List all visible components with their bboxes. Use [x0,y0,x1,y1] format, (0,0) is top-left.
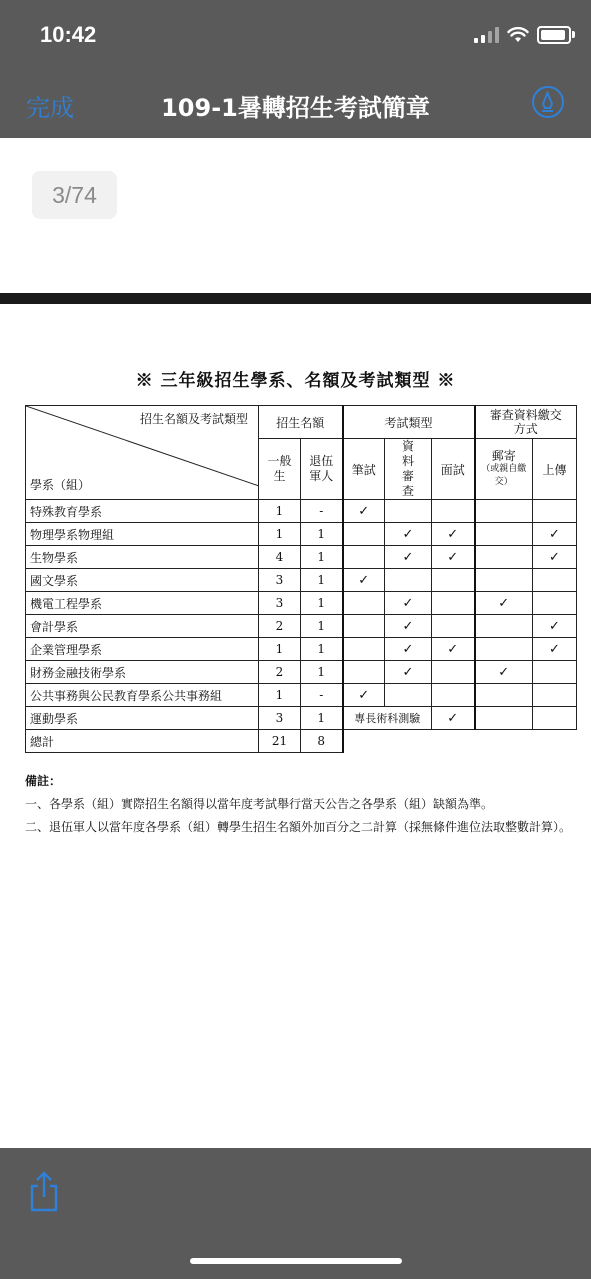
page-divider [0,293,591,304]
table-row [26,569,577,592]
cell-interview [432,500,475,523]
cell-written [343,661,385,684]
document-title: 109-1暑轉招生考試簡章 [161,94,430,122]
note-item-1: 一、各學系（組）實際招生名額得以當年度考試舉行當天公告之各學系（組）缺額為準。 [25,797,494,811]
header-interview: 面試 [432,439,475,500]
table-row [26,500,577,523]
cell-interview [432,615,475,638]
cell-upload: ✓ [533,523,577,546]
cell-interview [432,592,475,615]
cell-interview: ✓ [432,638,475,661]
page-indicator: 3/74 [32,171,117,219]
header-quota-exam-type: 招生名額及考試類型 [139,412,248,426]
cell-veteran: 1 [301,615,343,638]
cell-interview [432,684,475,707]
cell-review: ✓ [385,546,432,569]
cell-written: ✓ [343,500,385,523]
cell-upload [533,661,577,684]
header-mail: 郵寄 （或親自繳交） [475,439,533,500]
cell-dept: 公共事務與公民教育學系公共事務組 [26,684,259,707]
table-header-corner [26,406,259,500]
table-row [26,684,577,707]
cell-general: 2 [259,615,301,638]
cell-veteran: 1 [301,546,343,569]
header-doc-review: 資料審查 [385,439,432,500]
cell-mail: ✓ [475,592,533,615]
table-row [26,523,577,546]
notes-title: 備註： [25,774,62,788]
cell-general: 1 [259,500,301,523]
cell-veteran: 1 [301,638,343,661]
cell-interview: ✓ [432,523,475,546]
cell-interview [432,661,475,684]
cell-upload [533,569,577,592]
cell-general: 1 [259,523,301,546]
cell-veteran: - [301,500,343,523]
cell-dept: 會計學系 [26,615,259,638]
cell-review: ✓ [385,615,432,638]
table-row [26,638,577,661]
cell-mail [475,638,533,661]
cell-veteran: - [301,684,343,707]
cell-review [385,684,432,707]
status-icons [474,24,571,46]
cell-veteran: 1 [301,592,343,615]
cell-mail [475,523,533,546]
cell-written [343,592,385,615]
cell-upload [533,684,577,707]
header-review-method: 審查資料繳交方式 [475,406,577,439]
cell-upload [533,592,577,615]
cell-mail [475,500,533,523]
cell-general: 4 [259,546,301,569]
cell-written [343,523,385,546]
markup-pen-icon[interactable] [532,86,564,118]
cell-upload: ✓ [533,638,577,661]
signal-icon [474,27,499,43]
cell-general: 3 [259,592,301,615]
cell-written: ✓ [343,684,385,707]
share-icon[interactable] [28,1170,60,1212]
cell-upload [533,500,577,523]
cell-review: ✓ [385,523,432,546]
cell-review [385,569,432,592]
cell-review: ✓ [385,592,432,615]
cell-upload: ✓ [533,615,577,638]
header-upload: 上傳 [533,439,577,500]
quota-table [25,405,577,753]
cell-general: 2 [259,661,301,684]
cell-veteran: 1 [301,523,343,546]
table-row-total: 總計 21 8 [26,730,577,753]
cell-written [343,615,385,638]
cell-review: ✓ [385,638,432,661]
cell-review [385,500,432,523]
cell-dept: 物理學系物理組 [26,523,259,546]
table-row [26,661,577,684]
cell-mail [475,569,533,592]
cell-general: 1 [259,638,301,661]
status-time: 10:42 [40,22,97,47]
table-row [26,615,577,638]
table-row [26,592,577,615]
cell-written [343,546,385,569]
cell-dept: 企業管理學系 [26,638,259,661]
table-row [26,546,577,569]
header-department: 學系（組） [30,478,91,492]
top-bar [0,0,591,138]
cell-interview: ✓ [432,546,475,569]
cell-upload: ✓ [533,546,577,569]
cell-review: ✓ [385,661,432,684]
notes-section [25,770,585,839]
cell-general: 3 [259,569,301,592]
home-indicator [190,1258,402,1264]
header-general: 一般生 [259,439,301,500]
section-heading: ※ 三年級招生學系、名額及考試類型 ※ [135,371,456,391]
cell-dept: 國文學系 [26,569,259,592]
cell-dept: 財務金融技術學系 [26,661,259,684]
header-exam-type: 考試類型 [343,406,475,439]
header-veteran: 退伍軍人 [301,439,343,500]
cell-general: 1 [259,684,301,707]
cell-dept: 特殊教育學系 [26,500,259,523]
cell-veteran: 1 [301,661,343,684]
cell-veteran: 1 [301,569,343,592]
cell-mail [475,684,533,707]
header-quota: 招生名額 [259,406,343,439]
battery-icon [537,26,571,44]
cell-mail [475,546,533,569]
cell-dept: 機電工程學系 [26,592,259,615]
cell-mail: ✓ [475,661,533,684]
note-item-2: 二、退伍軍人以當年度各學系（組）轉學生招生名額外加百分之二計算（採無條件進位法取整數計算）。 [25,820,572,834]
cell-interview [432,569,475,592]
cell-mail [475,615,533,638]
done-button[interactable]: 完成 [26,94,74,122]
cell-written: ✓ [343,569,385,592]
table-row-sports: 運動學系 3 1 專長術科測驗 ✓ [26,707,577,730]
cell-written [343,638,385,661]
header-written: 筆試 [343,439,385,500]
cell-dept: 生物學系 [26,546,259,569]
wifi-icon [507,27,529,43]
